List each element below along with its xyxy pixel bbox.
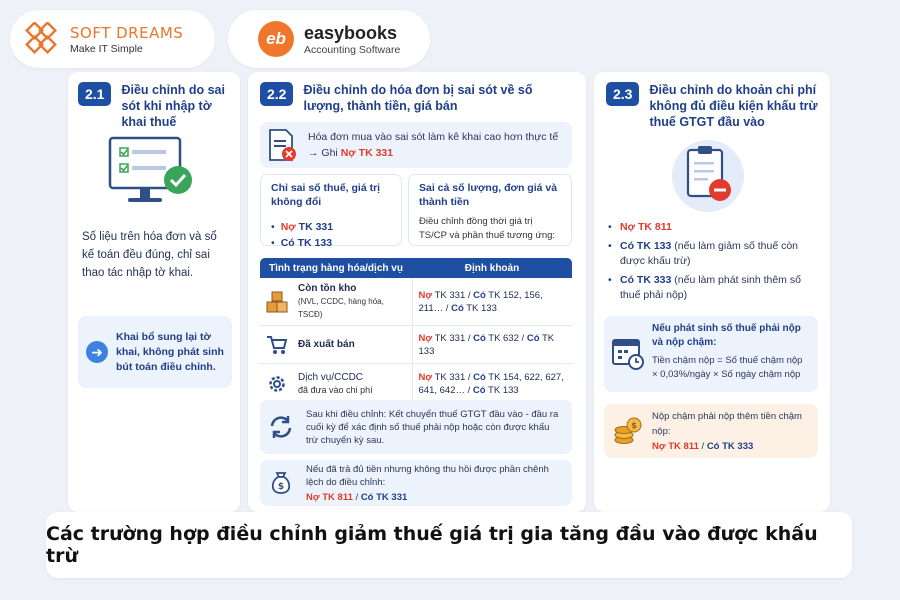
entry-debit: • Nợ TK 331 — [271, 219, 391, 235]
row-subtitle: (NVL, CCDC, hàng hóa, TSCĐ) — [298, 297, 384, 319]
easybooks-logo — [228, 10, 430, 68]
late-payment-title: Nếu phát sinh số thuế phải nộp và nộp chậm: — [652, 323, 801, 348]
late-payment-box — [604, 316, 818, 392]
section-2-2 — [248, 72, 586, 512]
monitor-checklist-icon — [108, 136, 194, 212]
refresh-icon — [268, 414, 294, 440]
row-entry: Nợ TK 331 / Có TK 154, 622, 627, 641, 642… / Có TK 133 — [412, 364, 572, 404]
row-subtitle: đã đưa vào chi phí — [298, 384, 373, 395]
table-row — [260, 326, 572, 364]
late-fee-text: Nộp chậm phải nộp thêm tiền chậm nộp: Nợ TK 811 / Có TK 333 — [652, 410, 802, 452]
list-item: • Nợ TK 811 — [608, 220, 818, 235]
softdreams-logo — [10, 10, 215, 68]
boxes-icon — [266, 291, 288, 313]
softdreams-name: SOFT DREAMS — [70, 23, 184, 42]
caption-banner — [46, 512, 852, 578]
invoice-error-box — [260, 122, 572, 168]
table-row — [260, 278, 572, 326]
adjustment-table — [260, 258, 572, 404]
list-item: • Có TK 133 (nếu làm giảm số thuế còn được khấu trừ) — [608, 239, 818, 269]
section-description: Số liệu trên hóa đơn và sổ kế toán đều đúng, chỉ sai thao tác nhập tờ khai. — [82, 231, 217, 279]
invoice-error-text: Hóa đơn mua vào sai sót làm kê khai cao hơn thực tế → Ghi Nợ TK 331 — [308, 131, 559, 159]
carry-forward-text: Sau khi điều chỉnh: Kết chuyển thuế GTGT đầu vào - đầu ra cuối kỳ để xác định số thuế phải nộp hoặc còn được khấu trừ chuyển kỳ sau. — [306, 408, 559, 446]
svg-text:$: $ — [277, 482, 285, 492]
uncollected-difference-text: Nếu đã trả đủ tiền nhưng không thu hồi được phần chênh lệch do điều chỉnh: Nợ TK 811 / Có TK 331 — [306, 463, 549, 503]
section-2-3 — [594, 72, 830, 512]
money-bag-icon — [268, 470, 294, 496]
section-badge: 2.2 — [260, 82, 293, 106]
late-payment-formula: Tiền chậm nộp = Số thuế chậm nộp × 0,03%/ngày × Số ngày chậm nộp — [652, 355, 803, 380]
cart-icon — [266, 334, 288, 356]
list-item: • Có TK 333 (nếu làm phát sinh thêm số thuế phải nộp) — [608, 273, 818, 303]
row-title: Còn tồn kho — [298, 283, 357, 294]
easybooks-mark-icon: eb — [258, 21, 294, 57]
table-header: Tình trạng hàng hóa/dịch vụ — [260, 258, 412, 278]
row-entry: Nợ TK 331 / Có TK 632 / Có TK 133 — [412, 326, 572, 364]
section-2-1 — [68, 72, 240, 512]
gear-icon — [266, 373, 288, 395]
table-row — [260, 364, 572, 404]
section-title: Điều chỉnh do sai sót khi nhập tờ khai thuế — [121, 83, 225, 129]
uncollected-difference-box — [260, 460, 572, 506]
invoice-error-icon — [268, 128, 296, 162]
easybooks-name: easybooks — [304, 22, 398, 43]
resolution-text: Khai bổ sung lại tờ khai, không phát sinh bút toán điều chỉnh. — [116, 330, 224, 373]
case-tax-only-card — [260, 174, 402, 249]
section-badge: 2.1 — [78, 82, 111, 106]
carry-forward-box — [260, 400, 572, 454]
card-title: Sai cả số lượng, đơn giá và thành tiền — [419, 182, 558, 208]
section-badge: 2.3 — [606, 82, 639, 106]
clipboard-minus-icon — [672, 140, 744, 212]
clipboard-icon-bg — [672, 140, 744, 212]
entry-credit: • Có TK 133 — [271, 235, 391, 251]
resolution-box — [78, 316, 232, 388]
section-title: Điều chỉnh do khoản chi phí không đủ điều kiện khấu trừ thuế GTGT đầu vào — [649, 83, 818, 129]
softdreams-mark-icon — [24, 22, 62, 56]
arrow-right-icon: ➜ — [86, 341, 108, 363]
card-title: Chỉ sai số thuế, giá trị không đổi — [271, 182, 381, 208]
late-fee-box — [604, 404, 818, 458]
journal-entries-list — [608, 220, 818, 307]
case-all-wrong-card — [408, 174, 572, 246]
easybooks-tagline: Accounting Software — [304, 43, 401, 56]
calendar-clock-icon — [612, 336, 644, 370]
card-description: Điều chỉnh đồng thời giá trị TS/CP và phần thuế tương ứng: — [419, 216, 556, 241]
row-title: Dịch vụ/CCDC — [298, 371, 364, 383]
softdreams-tagline: Make IT Simple — [70, 42, 143, 55]
svg-text:$: $ — [631, 421, 637, 430]
row-entry: Nợ TK 331 / Có TK 152, 156, 211… / Có TK 133 — [412, 278, 572, 326]
section-title: Điều chỉnh do hóa đơn bị sai sót về số lượng, thành tiền, giá bán — [303, 83, 533, 113]
caption-text: Các trường hợp điều chỉnh giảm thuế giá trị gia tăng đầu vào được khấu trừ — [46, 523, 818, 567]
coins-icon — [612, 416, 642, 446]
row-title: Đã xuất bán — [298, 339, 355, 350]
table-header: Định khoản — [412, 258, 572, 278]
